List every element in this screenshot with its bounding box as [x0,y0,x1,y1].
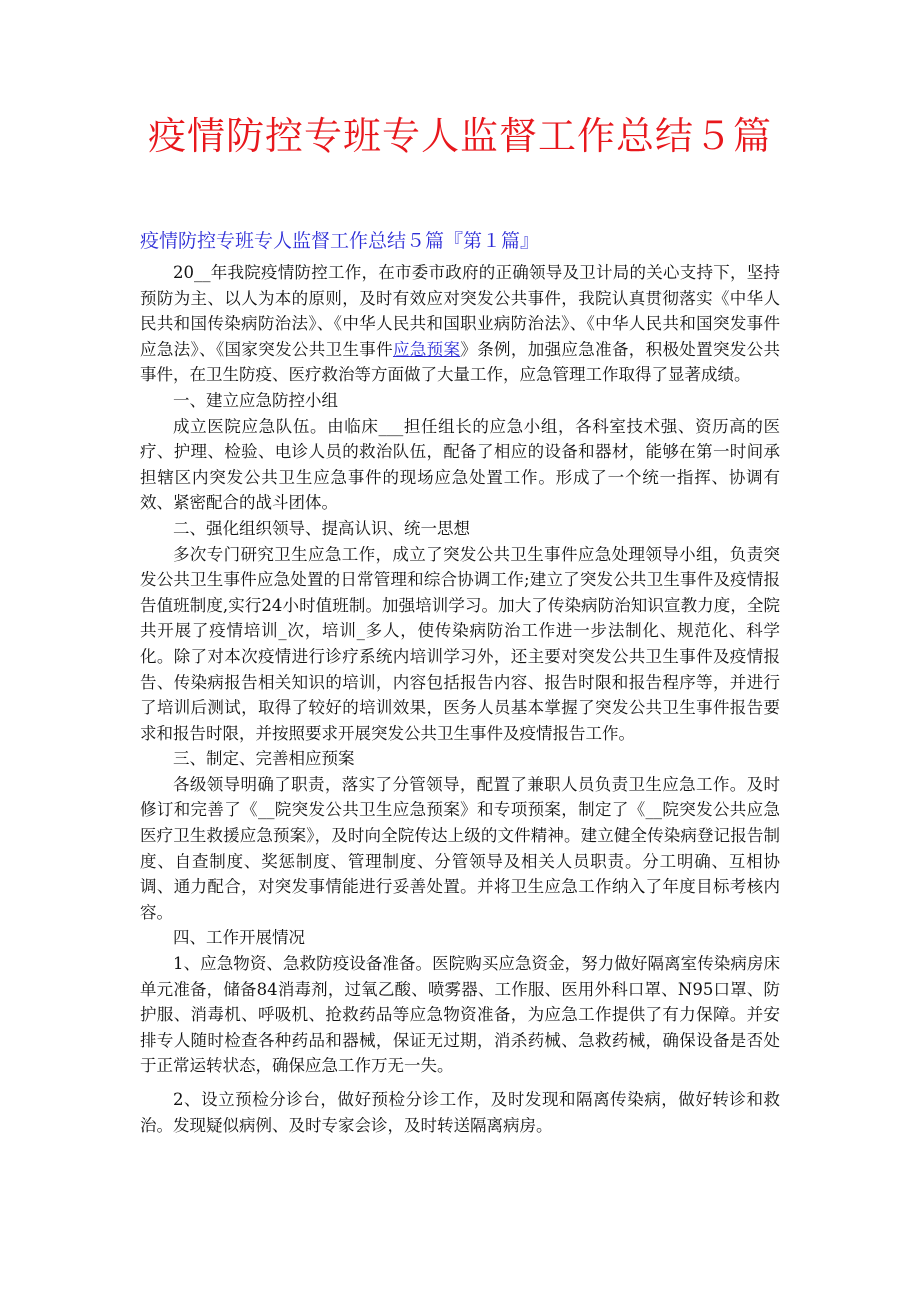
heading-work-status: 四、工作开展情况 [173,928,305,948]
paragraph-plans: 各级领导明确了职责，落实了分管领导，配置了兼职人员负责卫生应急工作。及时修订和完善了《__院突发公共卫生应急预案》和专项预案，制定了《__院突发公共应急医疗卫生救援应急预案》，及时向全院传达上级的文件精神。建立健全传染病登记报告制度、自查制度、奖惩制度、管理制度、分管领导及相关人员职责。分工明确、互相协调、通力配合，对突发事情能进行妥善处置。并将卫生应急工作纳入了年度目标考核内容。 [140,774,780,922]
heading-emergency-team: 一、建立应急防控小组 [173,390,338,410]
document-title: 疫情防控专班专人监督工作总结５篇 [147,114,772,158]
intro-text-before-link: 20__年我院疫情防控工作，在市委市政府的正确领导及卫计局的关心支持下，坚持预防为主、以人为本的原则，及时有效应对突发公共事件，我院认真贯彻落实《中华人民共和国传染病防治法》、《中华人民共和国职业病防治法》、《中华人民共和国突发事件应急法》、《国家突发公共卫生事件 [140,263,780,359]
intro-text-after-link: 》条例，加强应急准备，积极处置突发公共事件，在卫生防疫、医疗救治等方面做了大量工作，应急管理工作取得了显著成绩。 [140,339,781,385]
heading-plans: 三、制定、完善相应预案 [173,749,355,769]
paragraph-triage: 2、设立预检分诊台，做好预检分诊工作，及时发现和隔离传染病，做好转诊和救治。发现疑似病例、及时专家会诊，及时转送隔离病房。 [140,1090,780,1135]
paragraph-leadership: 多次专门研究卫生应急工作，成立了突发公共卫生事件应急处理领导小组，负责突发公共卫生事件应急处置的日常管理和综合协调工作;建立了突发公共卫生事件及疫情报告值班制度,实行24小时值班制。加强培训学习。加大了传染病防治知识宣教力度，全院共开展了疫情培训_次，培训_多人，使传染病防治工作进一步法制化、规范化、科学化。除了对本次疫情进行诊疗系统内培训学习外，还主要对突发公共卫生事件及疫情报告、传染病报告相关知识的培训，内容包括报告内容、报告时限和报告程序等，并进行了培训后测试，取得了较好的培训效果，医务人员基本掌握了突发公共卫生事件报告要求和报告时限，并按照要求开展突发公共卫生事件及疫情报告工作。 [140,544,780,743]
emergency-plan-link[interactable]: 应急预案 [392,339,461,359]
paragraph-emergency-team: 成立医院应急队伍。由临床___担任组长的应急小组，各科室技术强、资历高的医疗、护理、检验、电诊人员的救治队伍，配备了相应的设备和器材，能够在第一时间承担辖区内突发公共卫生应急事件的现场应急处置工作。形成了一个统一指挥、协调有效、紧密配合的战斗团体。 [140,416,780,513]
paragraph-supplies: 1、应急物资、急救防疫设备准备。医院购买应急资金，努力做好隔离室传染病房床单元准备，储备84消毒剂，过氧乙酸、喷雾器、工作服、医用外科口罩、N95口罩、防护服、消毒机、呼吸机、抢救药品等应急物资准备，为应急工作提供了有力保障。并安排专人随时检查各种药品和器械，保证无过期，消杀药械、急救药械，确保设备是否处于正常运转状态，确保应急工作万无一失。 [140,954,780,1076]
section-title: 疫情防控专班专人监督工作总结５篇『第１篇』 [140,230,540,252]
document-body [140,260,780,1138]
intro-paragraph [140,260,780,388]
heading-leadership: 二、强化组织领导、提高认识、统一思想 [173,518,470,538]
